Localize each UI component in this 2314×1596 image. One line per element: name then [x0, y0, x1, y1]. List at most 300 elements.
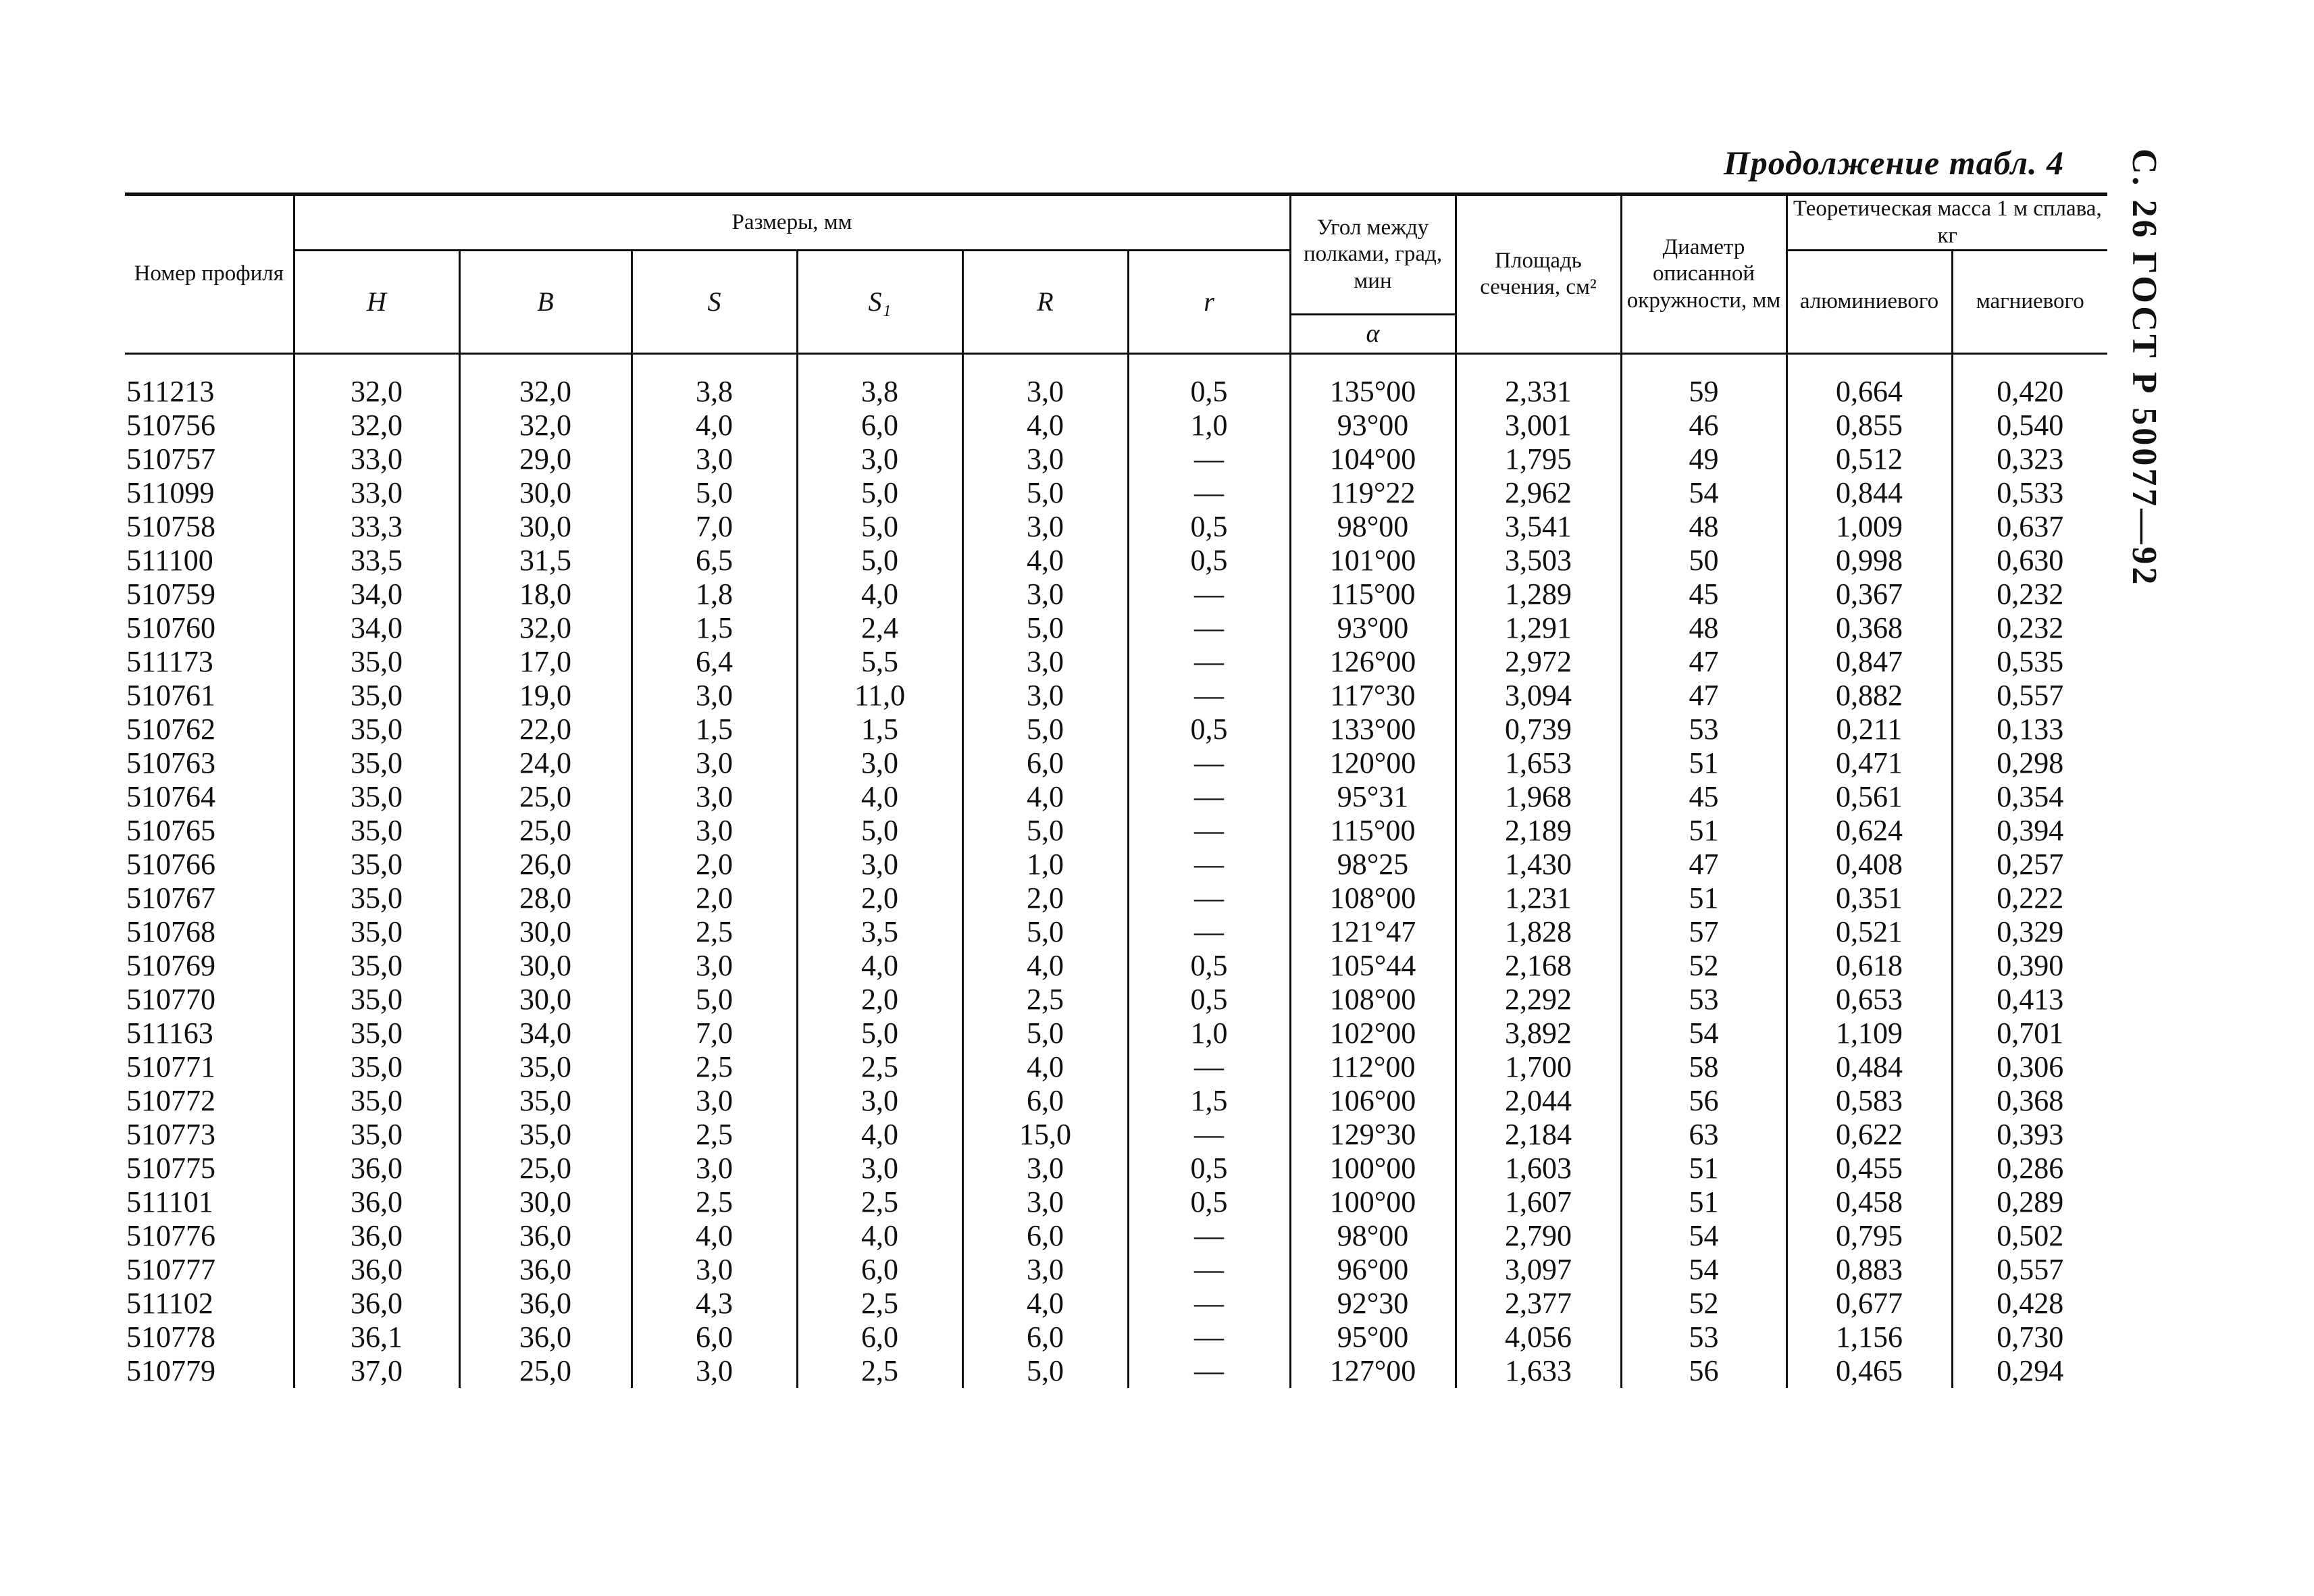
area-value: 1,231	[1456, 881, 1621, 915]
header-area: Площадь сечения, см²	[1456, 195, 1621, 354]
magnesium-mass: 0,294	[1952, 1354, 2107, 1388]
angle-value: 98°25	[1290, 848, 1456, 881]
b-value: 25,0	[459, 814, 632, 848]
angle-value: 129°30	[1290, 1118, 1456, 1152]
area-value: 1,828	[1456, 915, 1621, 949]
big-r-value: 3,0	[962, 577, 1128, 611]
aluminum-mass: 0,664	[1786, 375, 1952, 409]
area-value: 2,377	[1456, 1287, 1621, 1320]
table-row	[125, 915, 2107, 949]
b-value: 30,0	[459, 915, 632, 949]
angle-value: 127°00	[1290, 1354, 1456, 1388]
table-row	[125, 645, 2107, 679]
diameter-value: 59	[1621, 375, 1786, 409]
angle-value: 117°30	[1290, 679, 1456, 713]
area-value: 1,603	[1456, 1152, 1621, 1185]
small-r-value: 1,0	[1128, 409, 1290, 442]
small-r-value: —	[1128, 746, 1290, 780]
area-value: 0,739	[1456, 713, 1621, 746]
big-r-value: 5,0	[962, 814, 1128, 848]
diameter-value: 58	[1621, 1050, 1786, 1084]
magnesium-mass: 0,390	[1952, 949, 2107, 983]
s-value: 3,8	[632, 375, 797, 409]
s1-value: 2,5	[797, 1287, 962, 1320]
profile-number: 511100	[126, 544, 213, 577]
header-big-r: R	[962, 251, 1128, 354]
s1-value: 3,8	[797, 375, 962, 409]
profile-number: 511173	[126, 645, 213, 679]
magnesium-mass: 0,323	[1952, 442, 2107, 476]
profile-number: 510756	[126, 409, 215, 442]
h-value: 35,0	[294, 881, 459, 915]
s-value: 3,0	[632, 1152, 797, 1185]
table-row	[125, 611, 2107, 645]
small-r-value: 0,5	[1128, 1185, 1290, 1219]
big-r-value: 3,0	[962, 510, 1128, 544]
table-row	[125, 780, 2107, 814]
small-r-value: —	[1128, 442, 1290, 476]
table-row	[125, 713, 2107, 746]
aluminum-mass: 0,882	[1786, 679, 1952, 713]
s-value: 3,0	[632, 949, 797, 983]
s-value: 7,0	[632, 1016, 797, 1050]
b-value: 28,0	[459, 881, 632, 915]
h-value: 32,0	[294, 375, 459, 409]
big-r-value: 4,0	[962, 949, 1128, 983]
profile-number: 510771	[126, 1050, 215, 1084]
small-r-value: 0,5	[1128, 544, 1290, 577]
s1-value: 4,0	[797, 577, 962, 611]
b-value: 30,0	[459, 510, 632, 544]
diameter-value: 56	[1621, 1354, 1786, 1388]
aluminum-mass: 0,484	[1786, 1050, 1952, 1084]
aluminum-mass: 0,883	[1786, 1253, 1952, 1287]
angle-value: 133°00	[1290, 713, 1456, 746]
small-r-value: —	[1128, 476, 1290, 510]
diameter-value: 53	[1621, 983, 1786, 1016]
s1-value: 4,0	[797, 1118, 962, 1152]
diameter-value: 51	[1621, 746, 1786, 780]
magnesium-mass: 0,393	[1952, 1118, 2107, 1152]
big-r-value: 4,0	[962, 1050, 1128, 1084]
big-r-value: 5,0	[962, 611, 1128, 645]
small-r-value: 0,5	[1128, 983, 1290, 1016]
aluminum-mass: 0,521	[1786, 915, 1952, 949]
angle-value: 100°00	[1290, 1152, 1456, 1185]
area-value: 3,503	[1456, 544, 1621, 577]
big-r-value: 3,0	[962, 1152, 1128, 1185]
header-b: B	[459, 251, 632, 354]
h-value: 35,0	[294, 645, 459, 679]
b-value: 36,0	[459, 1253, 632, 1287]
small-r-value: 0,5	[1128, 713, 1290, 746]
page-header: С. 26 ГОСТ Р 50077—92	[2125, 149, 2163, 588]
magnesium-mass: 0,730	[1952, 1320, 2107, 1354]
table-row	[125, 476, 2107, 510]
b-value: 25,0	[459, 1354, 632, 1388]
b-value: 19,0	[459, 679, 632, 713]
table-row	[125, 1152, 2107, 1185]
table-row	[125, 1320, 2107, 1354]
s-value: 2,0	[632, 848, 797, 881]
angle-value: 105°44	[1290, 949, 1456, 983]
header-h: H	[294, 251, 459, 354]
big-r-value: 15,0	[962, 1118, 1128, 1152]
h-value: 34,0	[294, 611, 459, 645]
aluminum-mass: 0,465	[1786, 1354, 1952, 1388]
h-value: 34,0	[294, 577, 459, 611]
diameter-value: 57	[1621, 915, 1786, 949]
h-value: 35,0	[294, 1050, 459, 1084]
big-r-value: 5,0	[962, 1016, 1128, 1050]
magnesium-mass: 0,557	[1952, 679, 2107, 713]
angle-value: 115°00	[1290, 814, 1456, 848]
angle-value: 95°31	[1290, 780, 1456, 814]
angle-value: 93°00	[1290, 611, 1456, 645]
h-value: 35,0	[294, 1016, 459, 1050]
b-value: 35,0	[459, 1050, 632, 1084]
diameter-value: 63	[1621, 1118, 1786, 1152]
b-value: 26,0	[459, 848, 632, 881]
small-r-value: 0,5	[1128, 949, 1290, 983]
h-value: 35,0	[294, 814, 459, 848]
aluminum-mass: 0,471	[1786, 746, 1952, 780]
magnesium-mass: 0,420	[1952, 375, 2107, 409]
table-row	[125, 544, 2107, 577]
table-row	[125, 442, 2107, 476]
angle-value: 112°00	[1290, 1050, 1456, 1084]
magnesium-mass: 0,222	[1952, 881, 2107, 915]
small-r-value: —	[1128, 1118, 1290, 1152]
small-r-value: —	[1128, 577, 1290, 611]
aluminum-mass: 0,844	[1786, 476, 1952, 510]
aluminum-mass: 0,677	[1786, 1287, 1952, 1320]
table-row	[125, 881, 2107, 915]
s1-value: 1,5	[797, 713, 962, 746]
b-value: 25,0	[459, 1152, 632, 1185]
b-value: 18,0	[459, 577, 632, 611]
small-r-value: —	[1128, 611, 1290, 645]
big-r-value: 4,0	[962, 544, 1128, 577]
diameter-value: 47	[1621, 848, 1786, 881]
s1-value: 4,0	[797, 949, 962, 983]
diameter-value: 48	[1621, 510, 1786, 544]
diameter-value: 56	[1621, 1084, 1786, 1118]
s-value: 2,5	[632, 1050, 797, 1084]
aluminum-mass: 0,653	[1786, 983, 1952, 1016]
b-value: 24,0	[459, 746, 632, 780]
big-r-value: 3,0	[962, 1253, 1128, 1287]
table-row	[125, 848, 2107, 881]
big-r-value: 5,0	[962, 713, 1128, 746]
s-value: 6,5	[632, 544, 797, 577]
b-value: 25,0	[459, 780, 632, 814]
header-diameter: Диаметр описанной окружности, мм	[1621, 195, 1786, 354]
angle-value: 102°00	[1290, 1016, 1456, 1050]
profile-number: 510769	[126, 949, 215, 983]
table-row	[125, 375, 2107, 409]
h-value: 33,0	[294, 442, 459, 476]
big-r-value: 5,0	[962, 1354, 1128, 1388]
b-value: 17,0	[459, 645, 632, 679]
aluminum-mass: 0,211	[1786, 713, 1952, 746]
area-value: 2,972	[1456, 645, 1621, 679]
b-value: 30,0	[459, 983, 632, 1016]
angle-value: 96°00	[1290, 1253, 1456, 1287]
table-row	[125, 1287, 2107, 1320]
aluminum-mass: 0,367	[1786, 577, 1952, 611]
diameter-value: 54	[1621, 1253, 1786, 1287]
h-value: 33,0	[294, 476, 459, 510]
s-value: 6,0	[632, 1320, 797, 1354]
big-r-value: 3,0	[962, 679, 1128, 713]
s1-value: 3,0	[797, 746, 962, 780]
profile-number: 510776	[126, 1219, 215, 1253]
s1-value: 5,0	[797, 544, 962, 577]
s1-value: 2,4	[797, 611, 962, 645]
profile-number: 510779	[126, 1354, 215, 1388]
profile-number: 511099	[126, 476, 215, 510]
diameter-value: 51	[1621, 1152, 1786, 1185]
small-r-value: —	[1128, 780, 1290, 814]
big-r-value: 2,5	[962, 983, 1128, 1016]
s1-value: 2,5	[797, 1185, 962, 1219]
diameter-value: 48	[1621, 611, 1786, 645]
aluminum-mass: 0,624	[1786, 814, 1952, 848]
h-value: 36,0	[294, 1287, 459, 1320]
table-row	[125, 1253, 2107, 1287]
small-r-value: —	[1128, 814, 1290, 848]
header-mass: Теоретическая масса 1 м сплава, кг	[1786, 195, 2107, 251]
diameter-value: 54	[1621, 476, 1786, 510]
magnesium-mass: 0,298	[1952, 746, 2107, 780]
table-row	[125, 746, 2107, 780]
area-value: 2,189	[1456, 814, 1621, 848]
area-value: 3,541	[1456, 510, 1621, 544]
big-r-value: 3,0	[962, 1185, 1128, 1219]
h-value: 36,0	[294, 1219, 459, 1253]
table-row	[125, 1185, 2107, 1219]
aluminum-mass: 1,156	[1786, 1320, 1952, 1354]
area-value: 2,184	[1456, 1118, 1621, 1152]
area-value: 3,097	[1456, 1253, 1621, 1287]
angle-value: 108°00	[1290, 881, 1456, 915]
s-value: 6,4	[632, 645, 797, 679]
magnesium-mass: 0,428	[1952, 1287, 2107, 1320]
b-value: 30,0	[459, 949, 632, 983]
aluminum-mass: 0,561	[1786, 780, 1952, 814]
magnesium-mass: 0,502	[1952, 1219, 2107, 1253]
table-row	[125, 814, 2107, 848]
profile-number: 510761	[126, 679, 215, 713]
angle-value: 108°00	[1290, 983, 1456, 1016]
profile-number: 511163	[126, 1016, 213, 1050]
aluminum-mass: 0,622	[1786, 1118, 1952, 1152]
s1-value: 3,0	[797, 1084, 962, 1118]
b-value: 22,0	[459, 713, 632, 746]
s1-value: 2,5	[797, 1354, 962, 1388]
header-dimensions: Размеры, мм	[294, 195, 1290, 251]
h-value: 33,5	[294, 544, 459, 577]
s-value: 2,5	[632, 1118, 797, 1152]
b-value: 30,0	[459, 476, 632, 510]
aluminum-mass: 0,618	[1786, 949, 1952, 983]
big-r-value: 3,0	[962, 645, 1128, 679]
s1-value: 2,0	[797, 881, 962, 915]
s-value: 3,0	[632, 780, 797, 814]
s1-value: 5,0	[797, 814, 962, 848]
s-value: 4,0	[632, 409, 797, 442]
area-value: 1,653	[1456, 746, 1621, 780]
area-value: 1,633	[1456, 1354, 1621, 1388]
angle-value: 121°47	[1290, 915, 1456, 949]
aluminum-mass: 0,455	[1786, 1152, 1952, 1185]
profile-number: 510757	[126, 442, 215, 476]
s-value: 4,3	[632, 1287, 797, 1320]
s1-value: 5,5	[797, 645, 962, 679]
diameter-value: 51	[1621, 1185, 1786, 1219]
s-value: 5,0	[632, 983, 797, 1016]
diameter-value: 51	[1621, 814, 1786, 848]
big-r-value: 1,0	[962, 848, 1128, 881]
magnesium-mass: 0,354	[1952, 780, 2107, 814]
table-row	[125, 1354, 2107, 1388]
table-row	[125, 1016, 2107, 1050]
profile-number: 510767	[126, 881, 215, 915]
profile-number: 511213	[126, 375, 215, 409]
header-profile: Номер профиля	[125, 195, 294, 354]
big-r-value: 3,0	[962, 375, 1128, 409]
s1-value: 4,0	[797, 1219, 962, 1253]
diameter-value: 52	[1621, 1287, 1786, 1320]
h-value: 35,0	[294, 1118, 459, 1152]
s-value: 1,8	[632, 577, 797, 611]
area-value: 1,430	[1456, 848, 1621, 881]
s1-value: 5,0	[797, 1016, 962, 1050]
header-aluminum: алюминиевого	[1786, 251, 1952, 354]
b-value: 36,0	[459, 1287, 632, 1320]
s-value: 7,0	[632, 510, 797, 544]
b-value: 32,0	[459, 611, 632, 645]
s-value: 1,5	[632, 611, 797, 645]
h-value: 35,0	[294, 780, 459, 814]
small-r-value: —	[1128, 848, 1290, 881]
s1-value: 3,5	[797, 915, 962, 949]
diameter-value: 49	[1621, 442, 1786, 476]
profile-number: 510758	[126, 510, 215, 544]
s1-value: 6,0	[797, 1253, 962, 1287]
big-r-value: 6,0	[962, 746, 1128, 780]
s1-value: 11,0	[797, 679, 962, 713]
area-value: 3,094	[1456, 679, 1621, 713]
profile-number: 510773	[126, 1118, 215, 1152]
profile-number: 510768	[126, 915, 215, 949]
h-value: 35,0	[294, 983, 459, 1016]
s-value: 4,0	[632, 1219, 797, 1253]
table-body	[125, 354, 2107, 1389]
small-r-value: 1,5	[1128, 1084, 1290, 1118]
b-value: 36,0	[459, 1219, 632, 1253]
area-value: 2,790	[1456, 1219, 1621, 1253]
diameter-value: 52	[1621, 949, 1786, 983]
diameter-value: 51	[1621, 881, 1786, 915]
big-r-value: 3,0	[962, 442, 1128, 476]
profile-number: 510763	[126, 746, 215, 780]
table-row	[125, 510, 2107, 544]
h-value: 35,0	[294, 746, 459, 780]
diameter-value: 45	[1621, 780, 1786, 814]
h-value: 35,0	[294, 679, 459, 713]
diameter-value: 47	[1621, 645, 1786, 679]
area-value: 2,331	[1456, 375, 1621, 409]
area-value: 1,289	[1456, 577, 1621, 611]
big-r-value: 5,0	[962, 915, 1128, 949]
s-value: 1,5	[632, 713, 797, 746]
h-value: 35,0	[294, 713, 459, 746]
s-value: 5,0	[632, 476, 797, 510]
area-value: 2,962	[1456, 476, 1621, 510]
magnesium-mass: 0,540	[1952, 409, 2107, 442]
h-value: 35,0	[294, 1084, 459, 1118]
angle-value: 126°00	[1290, 645, 1456, 679]
small-r-value: —	[1128, 1354, 1290, 1388]
b-value: 35,0	[459, 1118, 632, 1152]
profile-number: 510766	[126, 848, 215, 881]
angle-value: 93°00	[1290, 409, 1456, 442]
h-value: 36,0	[294, 1185, 459, 1219]
big-r-value: 5,0	[962, 476, 1128, 510]
diameter-value: 53	[1621, 713, 1786, 746]
area-value: 1,795	[1456, 442, 1621, 476]
magnesium-mass: 0,368	[1952, 1084, 2107, 1118]
profile-number: 510778	[126, 1320, 215, 1354]
profile-number: 511102	[126, 1287, 213, 1320]
s-value: 2,5	[632, 1185, 797, 1219]
angle-value: 98°00	[1290, 510, 1456, 544]
small-r-value: —	[1128, 881, 1290, 915]
s1-value: 3,0	[797, 848, 962, 881]
h-value: 35,0	[294, 915, 459, 949]
header-s1: S₁	[797, 251, 962, 354]
s1-value: 3,0	[797, 442, 962, 476]
table-row	[125, 577, 2107, 611]
h-value: 36,0	[294, 1152, 459, 1185]
table-row	[125, 679, 2107, 713]
magnesium-mass: 0,630	[1952, 544, 2107, 577]
s-value: 2,0	[632, 881, 797, 915]
aluminum-mass: 0,855	[1786, 409, 1952, 442]
s-value: 3,0	[632, 1253, 797, 1287]
magnesium-mass: 0,329	[1952, 915, 2107, 949]
aluminum-mass: 0,458	[1786, 1185, 1952, 1219]
table-row	[125, 1118, 2107, 1152]
area-value: 1,700	[1456, 1050, 1621, 1084]
header-magnesium: магниевого	[1952, 251, 2107, 354]
magnesium-mass: 0,257	[1952, 848, 2107, 881]
b-value: 32,0	[459, 409, 632, 442]
big-r-value: 4,0	[962, 1287, 1128, 1320]
s-value: 3,0	[632, 746, 797, 780]
s1-value: 6,0	[797, 1320, 962, 1354]
s1-value: 6,0	[797, 409, 962, 442]
profile-number: 510762	[126, 713, 215, 746]
small-r-value: —	[1128, 915, 1290, 949]
area-value: 2,168	[1456, 949, 1621, 983]
angle-value: 119°22	[1290, 476, 1456, 510]
aluminum-mass: 1,109	[1786, 1016, 1952, 1050]
b-value: 35,0	[459, 1084, 632, 1118]
profile-number: 510770	[126, 983, 215, 1016]
